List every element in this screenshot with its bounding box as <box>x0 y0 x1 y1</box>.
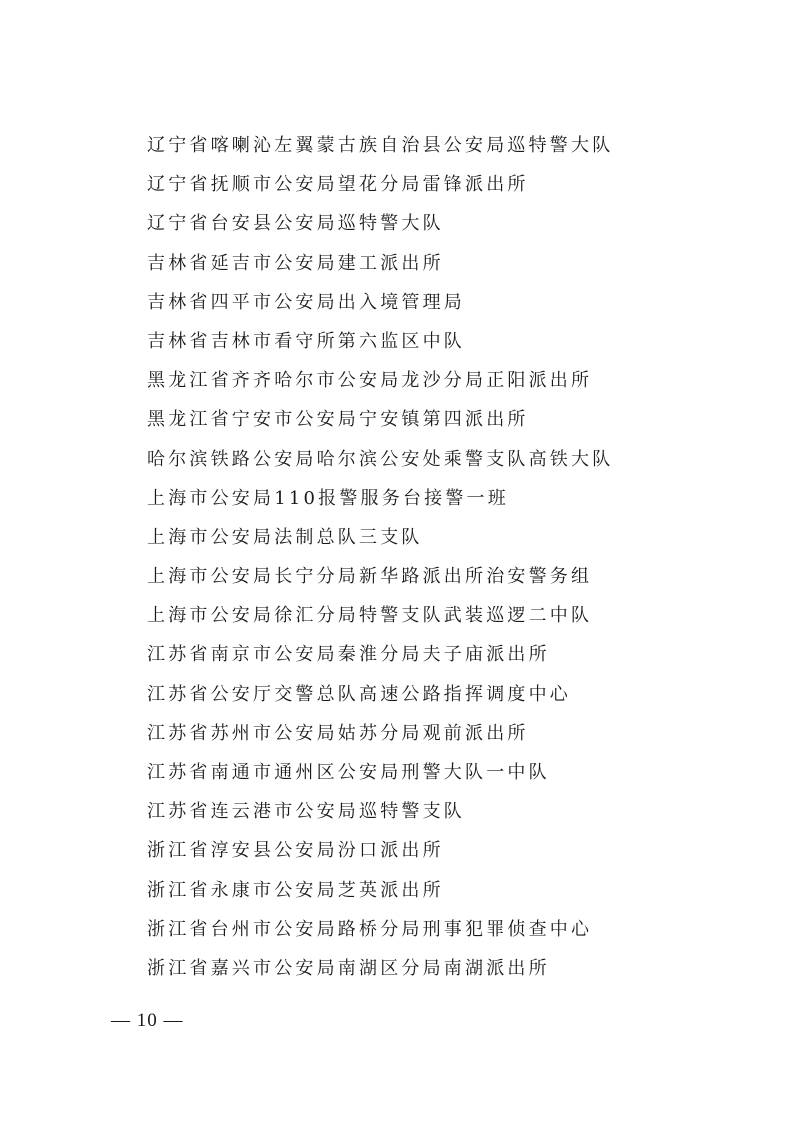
list-item: 浙江省台州市公安局路桥分局刑事犯罪侦查中心 <box>147 918 593 940</box>
list-item: 辽宁省喀喇沁左翼蒙古族自治县公安局巡特警大队 <box>147 135 614 156</box>
list-item: 哈尔滨铁路公安局哈尔滨公安处乘警支队高铁大队 <box>147 448 614 470</box>
list-item: 江苏省连云港市公安局巡特警支队 <box>147 801 465 823</box>
list-item: 江苏省南京市公安局秦淮分局夫子庙派出所 <box>147 644 550 666</box>
list-item: 辽宁省台安县公安局巡特警大队 <box>147 213 444 235</box>
list-item: 浙江省淳安县公安局汾口派出所 <box>147 840 444 862</box>
list-item: 黑龙江省宁安市公安局宁安镇第四派出所 <box>147 409 529 431</box>
list-item: 吉林省延吉市公安局建工派出所 <box>147 252 444 274</box>
list-item: 上海市公安局徐汇分局特警支队武装巡逻二中队 <box>147 605 593 627</box>
list-item: 江苏省苏州市公安局姑苏分局观前派出所 <box>147 722 529 744</box>
list-item: 浙江省永康市公安局芝英派出所 <box>147 879 444 901</box>
list-item: 上海市公安局110报警服务台接警一班 <box>147 487 509 509</box>
list-item: 上海市公安局长宁分局新华路派出所治安警务组 <box>147 566 593 588</box>
list-item: 江苏省公安厅交警总队高速公路指挥调度中心 <box>147 683 571 705</box>
list-item: 吉林省四平市公安局出入境管理局 <box>147 291 465 313</box>
list-item: 江苏省南通市通州区公安局刑警大队一中队 <box>147 762 550 783</box>
page-number: — 10 — <box>111 1010 184 1031</box>
list-item: 上海市公安局法制总队三支队 <box>147 526 423 548</box>
list-item: 浙江省嘉兴市公安局南湖区分局南湖派出所 <box>147 957 550 979</box>
list-item: 辽宁省抚顺市公安局望花分局雷锋派出所 <box>147 174 529 196</box>
unit-list <box>147 130 613 992</box>
list-item: 黑龙江省齐齐哈尔市公安局龙沙分局正阳派出所 <box>147 370 593 392</box>
list-item: 吉林省吉林市看守所第六监区中队 <box>147 330 465 352</box>
